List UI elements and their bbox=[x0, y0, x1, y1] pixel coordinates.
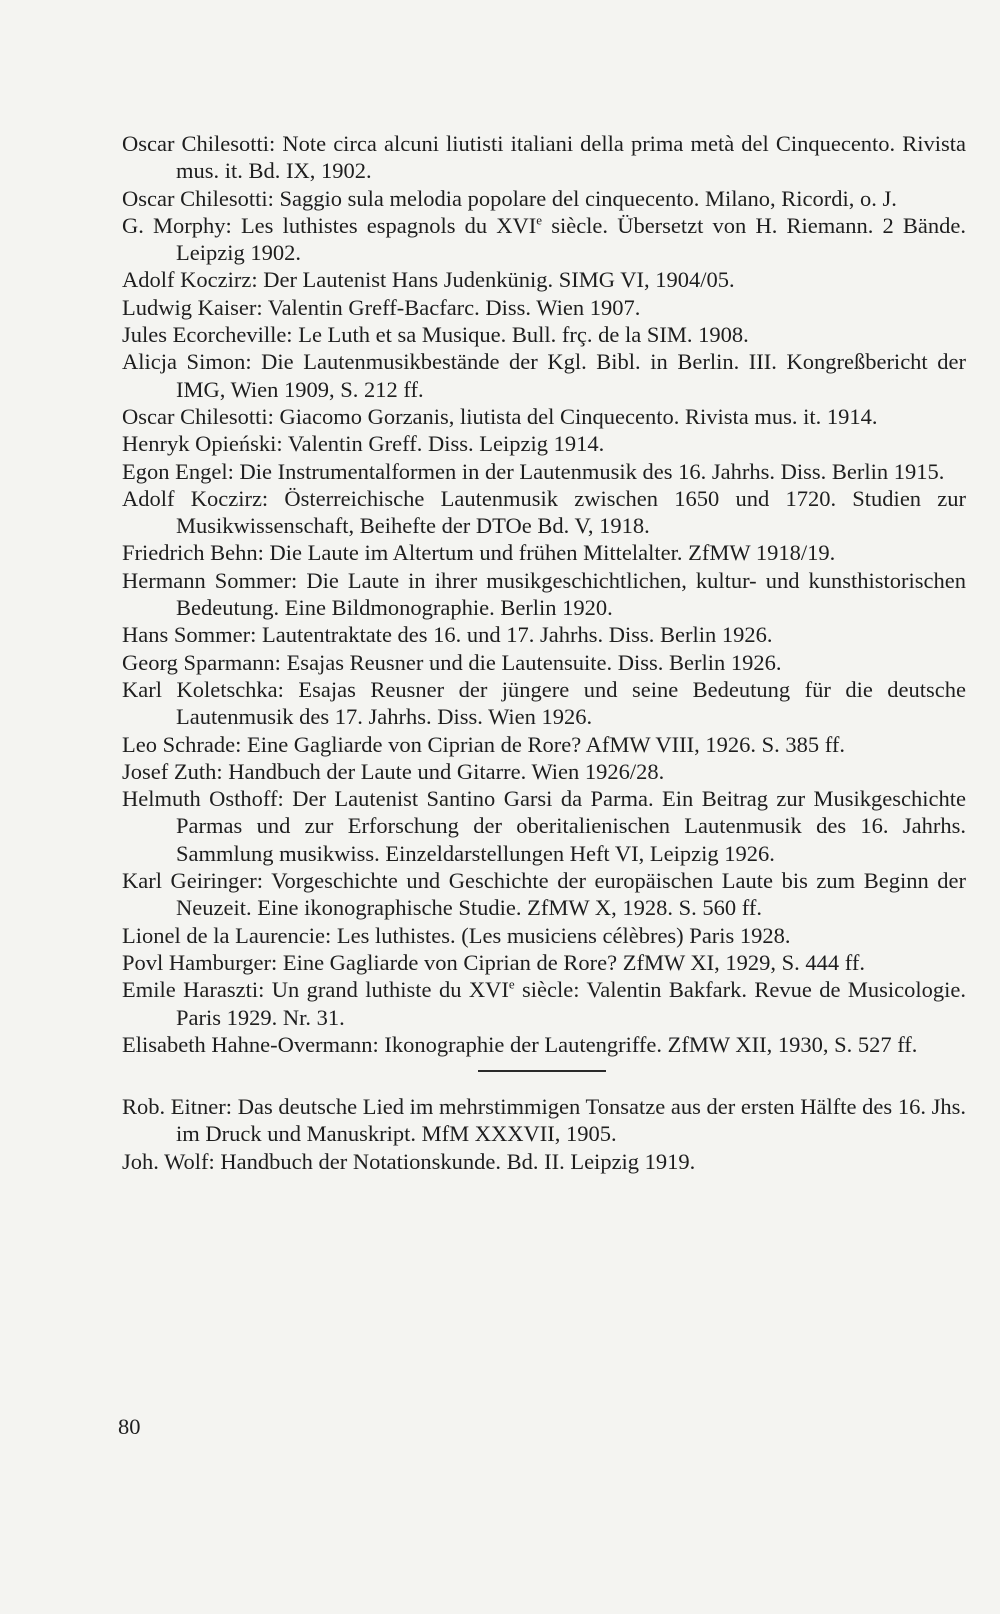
entry-text: Die Lautenmusikbestände der Kgl. Bibl. in Berlin. III. Kongreßbericht der IMG, Wien 1909, S. 212 ff. bbox=[176, 349, 966, 402]
entry-text: Un grand luthiste du XVI bbox=[271, 977, 509, 1003]
bibliography-entry bbox=[122, 403, 966, 430]
entry-text: Handbuch der Notationskunde. Bd. II. Leipzig 1919. bbox=[220, 1148, 696, 1174]
supplementary-entry bbox=[122, 1148, 966, 1175]
entry-text: Lautentraktate des 16. und 17. Jahrhs. Diss. Berlin 1926. bbox=[262, 622, 773, 648]
entry-author: Joh. Wolf: bbox=[122, 1148, 215, 1174]
entry-author: Josef Zuth: bbox=[122, 758, 223, 784]
bibliography-entry bbox=[122, 212, 966, 267]
entry-text: Eine Gagliarde von Ciprian de Rore? AfMW VIII, 1926. S. 385 ff. bbox=[246, 731, 845, 757]
bibliography-entry bbox=[122, 922, 966, 949]
entry-author: Adolf Koczirz: bbox=[122, 485, 269, 511]
entry-text: Saggio sula melodia popolare del cinquecento. Milano, Ricordi, o. J. bbox=[279, 185, 897, 211]
section-divider bbox=[478, 1070, 606, 1093]
entry-text: Giacomo Gorzanis, liutista del Cinquecento. Rivista mus. it. 1914. bbox=[279, 403, 878, 429]
entry-text: Der Lautenist Santino Garsi da Parma. Ein Beitrag zur Musikgeschichte Parmas und zur Erforschung der oberitalienischen Lautenmusik des 16. Jahrhs. Sammlung musikwiss. Einzeldarstellungen Heft VI, Leipzig 1926. bbox=[176, 786, 967, 866]
bibliography-list bbox=[122, 130, 966, 1175]
bibliography-entry bbox=[122, 539, 966, 566]
page-number: 80 bbox=[118, 1414, 141, 1439]
entry-superscript: e bbox=[508, 976, 515, 992]
entry-superscript: e bbox=[536, 212, 543, 228]
entry-author: Georg Sparmann: bbox=[122, 649, 281, 675]
entry-text: Das deutsche Lied im mehrstimmigen Tonsatze aus der ersten Hälfte des 16. Jhs. im Druck und Manuskript. MfM XXXVII, 1905. bbox=[176, 1094, 967, 1147]
entry-text: Valentin Greff. Diss. Leipzig 1914. bbox=[287, 431, 605, 457]
entry-text: Les luthistes. (Les musiciens célèbres) Paris 1928. bbox=[336, 922, 791, 948]
entry-text: Handbuch der Laute und Gitarre. Wien 1926/28. bbox=[228, 758, 665, 784]
entry-author: Oscar Chilesotti: bbox=[122, 131, 276, 156]
bibliography-entry bbox=[122, 621, 966, 648]
entry-author: Helmuth Osthoff: bbox=[122, 786, 284, 812]
entry-text: Die Laute in ihrer musikgeschichtlichen, kultur- und kunsthistorischen Bedeutung. Eine Bildmonographie. Berlin 1920. bbox=[176, 567, 967, 621]
entry-text: Ikonographie der Lautengriffe. ZfMW XII, 1930, S. 527 ff. bbox=[384, 1031, 918, 1057]
entry-author: Friedrich Behn: bbox=[122, 540, 264, 566]
bibliography-entry bbox=[122, 348, 966, 403]
entry-author: Ludwig Kaiser: bbox=[122, 294, 263, 320]
entry-text: Eine Gagliarde von Ciprian de Rore? ZfMW XI, 1929, S. 444 ff. bbox=[282, 949, 865, 975]
entry-author: Jules Ecorcheville: bbox=[122, 322, 293, 348]
entry-author: Adolf Koczirz: bbox=[122, 267, 258, 293]
entry-text: Vorgeschichte und Geschichte der europäischen Laute bis zum Beginn der Neuzeit. Eine ikonographische Studie. ZfMW X, 1928. S. 560 ff. bbox=[176, 868, 966, 921]
bibliography-entry bbox=[122, 485, 966, 540]
entry-author: G. Morphy: bbox=[122, 212, 232, 238]
entry-author: Egon Engel: bbox=[122, 458, 234, 484]
supplementary-entry bbox=[122, 1093, 966, 1148]
entry-text: Österreichische Lautenmusik zwischen 1650 und 1720. Studien zur Musikwissenschaft, Beihefte der DTOe Bd. V, 1918. bbox=[176, 485, 967, 539]
bibliography-entry bbox=[122, 321, 966, 348]
entry-text: siècle. Übersetzt von H. Riemann. 2 Bände. Leipzig 1902. bbox=[176, 212, 967, 266]
bibliography-entry bbox=[122, 1031, 966, 1058]
bibliography-entry bbox=[122, 567, 966, 622]
bibliography-entry bbox=[122, 731, 966, 758]
entry-author: Elisabeth Hahne-Overmann: bbox=[122, 1031, 379, 1057]
bibliography-entry bbox=[122, 649, 966, 676]
entry-author: Oscar Chilesotti: bbox=[122, 403, 274, 429]
entry-text: Les luthistes espagnols du XVI bbox=[240, 212, 537, 238]
bibliography-entry bbox=[122, 266, 966, 293]
entry-text: Esajas Reusner der jüngere und seine Bedeutung für die deutsche Lautenmusik des 17. Jahrhs. Diss. Wien 1926. bbox=[176, 676, 967, 730]
entry-author: Emile Haraszti: bbox=[122, 977, 265, 1003]
entry-author: Oscar Chilesotti: bbox=[122, 185, 274, 211]
entry-author: Henryk Opieński: bbox=[122, 431, 283, 457]
bibliography-entry bbox=[122, 130, 966, 185]
bibliography-entry bbox=[122, 430, 966, 457]
bibliography-entry bbox=[122, 458, 966, 485]
entry-author: Alicja Simon: bbox=[122, 349, 252, 375]
bibliography-entry bbox=[122, 785, 966, 867]
entry-author: Rob. Eitner: bbox=[122, 1094, 233, 1120]
entry-text: Die Laute im Altertum und frühen Mittelalter. ZfMW 1918/19. bbox=[269, 540, 836, 566]
bibliography-entry bbox=[122, 949, 966, 976]
entry-author: Hermann Sommer: bbox=[122, 567, 298, 593]
entry-author: Karl Koletschka: bbox=[122, 676, 284, 702]
entry-text: Die Instrumentalformen in der Lautenmusik des 16. Jahrhs. Diss. Berlin 1915. bbox=[239, 458, 945, 484]
bibliography-entry bbox=[122, 185, 966, 212]
entry-author: Hans Sommer: bbox=[122, 622, 257, 648]
entry-author: Lionel de la Laurencie: bbox=[122, 922, 332, 948]
entry-text: Note circa alcuni liutisti italiani della prima metà del Cinquecento. Rivista mus. it. Bd. IX, 1902. bbox=[176, 131, 967, 184]
entry-author: Karl Geiringer: bbox=[122, 868, 264, 894]
entry-text: Le Luth et sa Musique. Bull. frç. de la SIM. 1908. bbox=[298, 322, 749, 348]
entry-text: siècle: Valentin Bakfark. Revue de Musicologie. Paris 1929. Nr. 31. bbox=[176, 977, 967, 1030]
entry-text: Der Lautenist Hans Judenkünig. SIMG VI, 1904/05. bbox=[263, 267, 735, 293]
entry-author: Leo Schrade: bbox=[122, 731, 242, 757]
bibliography-entry bbox=[122, 976, 966, 1031]
bibliography-entry bbox=[122, 867, 966, 922]
entry-text: Esajas Reusner und die Lautensuite. Diss. Berlin 1926. bbox=[286, 649, 782, 675]
bibliography-entry bbox=[122, 676, 966, 731]
entry-text: Valentin Greff-Bacfarc. Diss. Wien 1907. bbox=[267, 294, 641, 320]
bibliography-entry bbox=[122, 758, 966, 785]
bibliography-entry bbox=[122, 294, 966, 321]
entry-author: Povl Hamburger: bbox=[122, 949, 278, 975]
